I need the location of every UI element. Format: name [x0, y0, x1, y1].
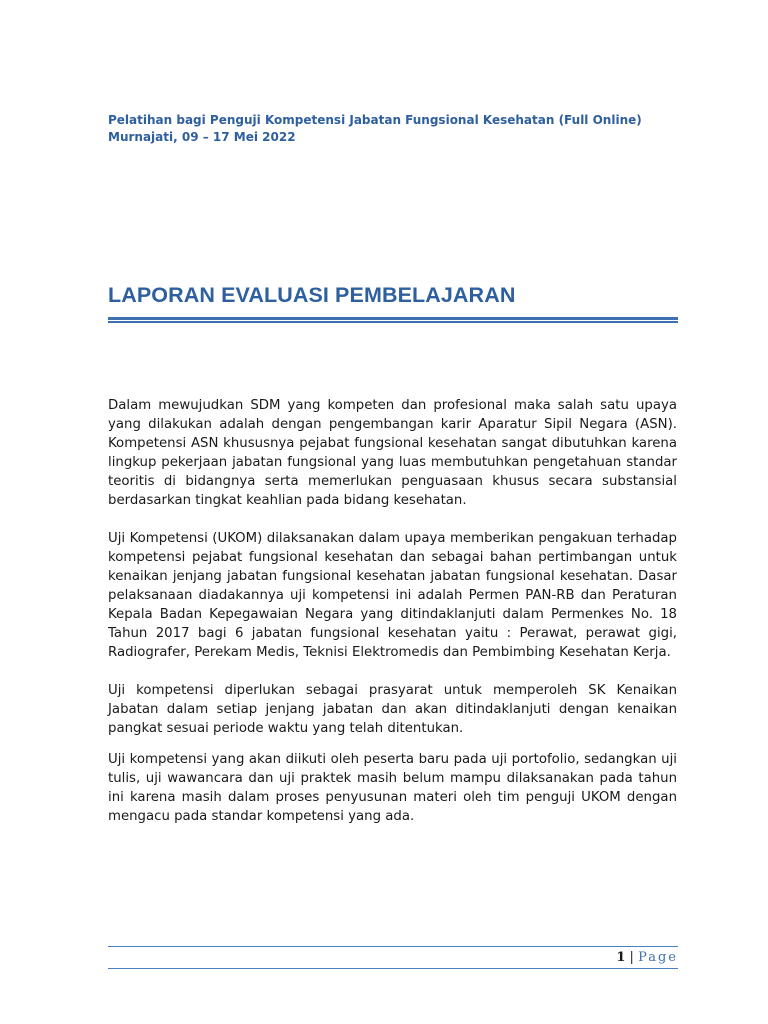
header-training-title: Pelatihan bagi Penguji Kompetensi Jabatan Fungsional Kesehatan (Full Online) [108, 113, 642, 127]
page-footer [616, 950, 678, 965]
title-underline-thick [108, 317, 678, 320]
page-title: LAPORAN EVALUASI PEMBELAJARAN [108, 283, 516, 307]
document-header [108, 112, 688, 146]
paragraph-3: Uji kompetensi diperlukan sebagai prasyarat untuk memperoleh SK Kenaikan Jabatan dalam setiap jenjang jabatan dan akan ditindaklanjuti dengan kenaikan pangkat sesuai periode waktu yang telah ditentukan. [108, 683, 677, 736]
paragraph-2: Uji Kompetensi (UKOM) dilaksanakan dalam upaya memberikan pengakuan terhadap kompetensi pejabat fungsional kesehatan dan sebagai bahan pertimbangan untuk kenaikan jenjang jabatan fungsional kesehatan jabatan fungsional kesehatan. Dasar pelaksanaan diadakannya uji kompetensi ini adalah Permen PAN-RB dan Peraturan Kepala Badan Kepegawaian Negara yang ditindaklanjuti dalam Permenkes No. 18 Tahun 2017 bagi 6 jabatan fungsional kesehatan yaitu : Perawat, perawat gigi, Radiografer, Perekam Medis, Teknisi Elektromedis dan Pembimbing Kesehatan Kerja. [108, 531, 677, 660]
page-label: Page [638, 950, 678, 965]
page-separator: | [629, 950, 634, 965]
header-location-date: Murnajati, 09 – 17 Mei 2022 [108, 130, 296, 144]
footer-divider-bottom [108, 968, 678, 969]
paragraph-4: Uji kompetensi yang akan diikuti oleh peserta baru pada uji portofolio, sedangkan uji tulis, uji wawancara dan uji praktek masih belum mampu dilaksanakan pada tahun ini karena masih dalam proses penyusunan materi oleh tim penguji UKOM dengan mengacu pada standar kompetensi yang ada. [108, 752, 677, 824]
footer-divider-top [108, 946, 678, 947]
paragraph-1: Dalam mewujudkan SDM yang kompeten dan profesional maka salah satu upaya yang dilakukan adalah dengan pengembangan karir Aparatur Sipil Negara (ASN). Kompetensi ASN khususnya pejabat fungsional kesehatan sangat dibutuhkan karena lingkup pekerjaan jabatan fungsional yang luas membutuhkan pengetahuan standar teoritis di bidangnya serta memerlukan penguasaan khusus secara substansial berdasarkan tingkat keahlian pada bidang kesehatan. [108, 398, 677, 508]
page-number: 1 [616, 950, 626, 965]
document-body [108, 396, 677, 826]
title-underline-thin [108, 321, 678, 323]
